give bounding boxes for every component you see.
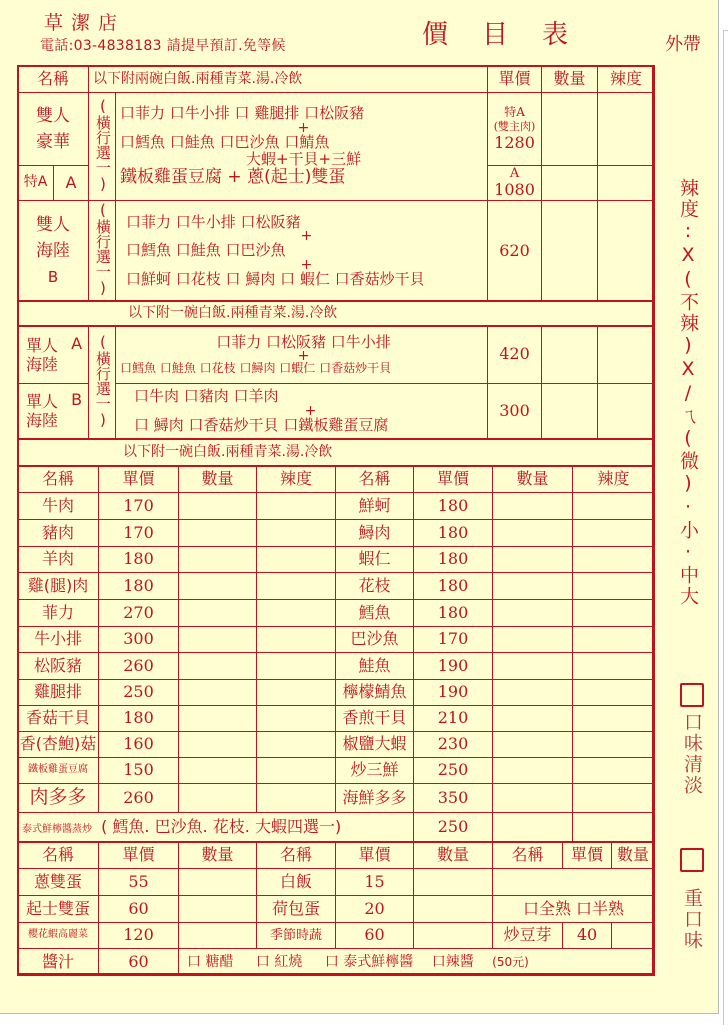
- dish-spice[interactable]: [257, 653, 336, 680]
- dish-spice[interactable]: [257, 758, 336, 784]
- dish-spice[interactable]: [573, 706, 655, 732]
- col-qty: 數量: [414, 842, 493, 869]
- header-price: 單價: [488, 66, 542, 93]
- dish-name: 松阪豬: [18, 653, 99, 680]
- side-name: 炒豆芽: [493, 923, 563, 949]
- dish-spice[interactable]: [573, 493, 655, 520]
- side-qty[interactable]: [179, 896, 257, 923]
- col-qty: 數量: [493, 466, 573, 493]
- header-spice: 辣度: [598, 66, 655, 93]
- col-name: 名稱: [336, 466, 414, 493]
- side-row: [18, 896, 655, 923]
- single-b-meat-options[interactable]: 口牛肉 口豬肉 口羊肉: [134, 387, 279, 406]
- header-name: 名稱: [18, 66, 89, 93]
- plus-sign: +: [300, 228, 313, 245]
- a-la-carte-table: [17, 465, 655, 842]
- mild-label: 口味清淡: [681, 712, 703, 796]
- col-price: 單價: [99, 466, 179, 493]
- side-qty[interactable]: [179, 869, 257, 896]
- header-qty: 數量: [542, 66, 598, 93]
- dish-qty[interactable]: [179, 573, 257, 600]
- deluxe-seafood: 大蝦+干貝+三鮮: [245, 149, 362, 168]
- sauce-note: (50元): [492, 954, 529, 969]
- a-la-carte-row: [18, 547, 655, 573]
- dish-qty[interactable]: [179, 706, 257, 732]
- dish-price: 150: [99, 758, 179, 784]
- dish-spice[interactable]: [257, 680, 336, 706]
- a-la-carte-row: [18, 784, 655, 813]
- dish-price: 180: [99, 706, 179, 732]
- dish-qty[interactable]: [493, 680, 573, 706]
- price-special-a: 特A (雙主肉) 1280: [488, 93, 542, 166]
- double-surf-turf-options: [116, 201, 488, 302]
- side-name: 白飯: [257, 869, 336, 896]
- qty-single-a[interactable]: [542, 326, 598, 383]
- qty-single-b[interactable]: [542, 383, 598, 439]
- dish-price: 180: [414, 600, 493, 627]
- dish-qty[interactable]: [493, 547, 573, 573]
- dish-name: 牛肉: [18, 493, 99, 520]
- price-double-b: 620: [488, 201, 542, 302]
- header-note: 以下附兩碗白飯.兩種青菜.湯.冷飲: [89, 66, 488, 93]
- side-price: 40: [563, 923, 612, 949]
- dish-name: 牛小排: [18, 627, 99, 653]
- dish-price: 230: [414, 732, 493, 758]
- sauce-name: 醬汁: [18, 949, 99, 976]
- side-price: 120: [99, 923, 179, 949]
- thai-qty[interactable]: [493, 813, 573, 842]
- side-price: 55: [99, 869, 179, 896]
- plus-sign: +: [297, 119, 310, 136]
- sauce-option-sweet-sour[interactable]: 口 糖醋: [187, 953, 234, 970]
- a-la-carte-row: [18, 680, 655, 706]
- dish-qty[interactable]: [179, 680, 257, 706]
- spice-special-a[interactable]: [598, 93, 655, 166]
- single-set-note: 以下附一碗白飯.兩種青菜.湯.冷飲: [18, 301, 655, 326]
- heavy-label: 重口味: [681, 888, 703, 951]
- dish-qty[interactable]: [493, 493, 573, 520]
- a-la-carte-row: [18, 706, 655, 732]
- heavy-checkbox[interactable]: [680, 848, 704, 872]
- page-title: 價目表: [422, 20, 603, 50]
- dish-spice[interactable]: [573, 732, 655, 758]
- col-name: 名稱: [18, 466, 99, 493]
- price-a: A 1080: [488, 166, 542, 201]
- spice-single-b[interactable]: [598, 383, 655, 439]
- dish-price: 180: [414, 520, 493, 547]
- spice-legend: 辣度:X(不辣)X/ㄟ(微)‧小‧中大: [677, 178, 699, 607]
- sauce-option-braised[interactable]: 口 紅燒: [255, 953, 303, 970]
- empty-cell: [493, 869, 655, 896]
- dish-qty[interactable]: [493, 706, 573, 732]
- dish-name: 巴沙魚: [336, 627, 414, 653]
- sides-table: [17, 841, 655, 976]
- window-edge: [723, 30, 728, 1025]
- a-la-carte-row: [18, 653, 655, 680]
- dish-qty[interactable]: [493, 627, 573, 653]
- dish-name: 鱘肉: [336, 520, 414, 547]
- dish-price: 260: [99, 784, 179, 813]
- side-qty[interactable]: [414, 923, 493, 949]
- double-deluxe-options: [116, 93, 488, 201]
- dish-price: 270: [99, 600, 179, 627]
- col-spice: 辣度: [573, 466, 655, 493]
- col-qty: 數量: [179, 842, 257, 869]
- dish-qty[interactable]: [179, 520, 257, 547]
- single-a-meat-options[interactable]: 口菲力 口松阪豬 口牛小排: [216, 332, 391, 351]
- dish-name: 羊肉: [18, 547, 99, 573]
- dish-qty[interactable]: [179, 600, 257, 627]
- dish-name: 檸檬鯖魚: [336, 680, 414, 706]
- sauce-option-thai-lemon[interactable]: 口 泰式鮮檸醬: [324, 953, 414, 970]
- dish-spice[interactable]: [573, 784, 655, 813]
- dish-name: 香(杏鮑)菇: [18, 732, 99, 758]
- double-surf-turf-name: 雙人海陸 B: [18, 201, 89, 302]
- plus-sign: +: [297, 347, 310, 364]
- dish-name: 雞腿排: [18, 680, 99, 706]
- sides-header: [18, 842, 655, 869]
- side-qty[interactable]: [612, 923, 655, 949]
- tier-special-a: 特A: [18, 166, 54, 201]
- price-single-a: 420: [488, 326, 542, 383]
- col-qty: 數量: [179, 466, 257, 493]
- single-a-seafood-options[interactable]: 口鱈魚 口鮭魚 口花枝 口鱘肉 口蝦仁 口香菇炒干貝: [120, 361, 392, 376]
- dish-spice[interactable]: [573, 547, 655, 573]
- dish-price: 180: [414, 493, 493, 520]
- single-b-name: 單人海陸 B: [18, 383, 89, 439]
- dish-spice[interactable]: [257, 573, 336, 600]
- dish-price: 170: [99, 520, 179, 547]
- dish-name: 豬肉: [18, 520, 99, 547]
- divider: [17, 841, 654, 843]
- spice-double-b[interactable]: [598, 201, 655, 302]
- dish-spice[interactable]: [257, 600, 336, 627]
- dish-price: 190: [414, 653, 493, 680]
- single-a-name: 單人海陸 A: [18, 326, 89, 383]
- divider: [17, 325, 654, 327]
- deluxe-sides: 鐵板雞蛋豆腐 + 蔥(起士)雙蛋: [120, 167, 346, 188]
- dish-qty[interactable]: [493, 732, 573, 758]
- side-qty[interactable]: [179, 923, 257, 949]
- side-price: 60: [336, 923, 414, 949]
- side-price: 15: [336, 869, 414, 896]
- col-price: 單價: [99, 842, 179, 869]
- dish-spice[interactable]: [573, 627, 655, 653]
- side-name: 櫻花蝦高麗菜: [18, 923, 99, 949]
- dish-name: 鐵板雞蛋豆腐: [18, 758, 99, 784]
- side-price: 60: [99, 896, 179, 923]
- dish-price: 190: [414, 680, 493, 706]
- col-name: 名稱: [493, 842, 563, 869]
- dish-name: 雞(腿)肉: [18, 573, 99, 600]
- dish-price: 210: [414, 706, 493, 732]
- dish-name: 鮮蚵: [336, 493, 414, 520]
- a-la-carte-row: [18, 732, 655, 758]
- mild-checkbox[interactable]: [680, 683, 704, 707]
- a-la-carte-row: [18, 520, 655, 547]
- sauce-price: 60: [99, 949, 179, 976]
- col-name: 名稱: [18, 842, 99, 869]
- spice-a[interactable]: [598, 166, 655, 201]
- egg-doneness-options[interactable]: 口全熟 口半熟: [493, 896, 655, 923]
- dish-qty[interactable]: [179, 493, 257, 520]
- dish-spice[interactable]: [257, 784, 336, 813]
- dish-price: 260: [99, 653, 179, 680]
- dish-price: 170: [99, 493, 179, 520]
- dish-name: 炒三鮮: [336, 758, 414, 784]
- thai-spice[interactable]: [573, 813, 655, 842]
- dish-qty[interactable]: [493, 520, 573, 547]
- dish-qty[interactable]: [179, 784, 257, 813]
- dish-qty[interactable]: [179, 758, 257, 784]
- thai-price: 250: [414, 813, 493, 842]
- dish-price: 250: [414, 758, 493, 784]
- dish-name: 花枝: [336, 573, 414, 600]
- spice-single-a[interactable]: [598, 326, 655, 383]
- dish-name: 肉多多: [18, 784, 99, 813]
- dish-price: 170: [414, 627, 493, 653]
- dish-spice[interactable]: [257, 706, 336, 732]
- dish-qty[interactable]: [493, 600, 573, 627]
- dish-spice[interactable]: [257, 520, 336, 547]
- dish-spice[interactable]: [257, 732, 336, 758]
- price-single-b: 300: [488, 383, 542, 439]
- col-price: 單價: [336, 842, 414, 869]
- dish-name: 菲力: [18, 600, 99, 627]
- side-name: 季節時蔬: [257, 923, 336, 949]
- a-la-carte-row: [18, 600, 655, 627]
- dish-qty[interactable]: [493, 573, 573, 600]
- side-name: 起士雙蛋: [18, 896, 99, 923]
- choose-one-note: (橫行選一): [89, 93, 116, 201]
- thai-row: [18, 813, 655, 842]
- dish-name: 鮭魚: [336, 653, 414, 680]
- single-b-options: [116, 383, 488, 439]
- choose-one-note: (橫行選一): [89, 326, 116, 439]
- dish-qty[interactable]: [179, 653, 257, 680]
- shop-name: 草潔店: [44, 12, 126, 34]
- dish-price: 180: [99, 547, 179, 573]
- dish-spice[interactable]: [573, 520, 655, 547]
- dish-qty[interactable]: [179, 732, 257, 758]
- dish-qty[interactable]: [179, 547, 257, 573]
- col-qty: 數量: [612, 842, 655, 869]
- col-name: 名稱: [257, 842, 336, 869]
- dish-price: 180: [414, 573, 493, 600]
- side-row: [18, 923, 655, 949]
- plus-sign: +: [304, 402, 317, 419]
- single-b-side-options[interactable]: 口 鱘肉 口香菇炒干貝 口鐵板雞蛋豆腐: [134, 415, 389, 434]
- dish-price: 160: [99, 732, 179, 758]
- dish-spice[interactable]: [573, 600, 655, 627]
- double-deluxe-name: 雙人豪華: [18, 93, 89, 166]
- a-la-carte-row: [18, 758, 655, 784]
- a-la-carte-row: [18, 627, 655, 653]
- qty-a[interactable]: [542, 166, 598, 201]
- col-spice: 辣度: [257, 466, 336, 493]
- choose-one-note: (橫行選一): [89, 201, 116, 302]
- dish-qty[interactable]: [493, 758, 573, 784]
- a-la-carte-header: [18, 466, 655, 493]
- dish-qty[interactable]: [493, 653, 573, 680]
- dish-spice[interactable]: [257, 627, 336, 653]
- plus-sign: +: [300, 256, 313, 273]
- dish-spice[interactable]: [573, 653, 655, 680]
- a-la-carte-note: 以下附一碗白飯.兩種青菜.湯.冷飲: [18, 439, 655, 466]
- side-qty[interactable]: [414, 896, 493, 923]
- sauce-option-chili[interactable]: 口辣醬: [431, 953, 474, 970]
- sauce-row: [18, 949, 655, 976]
- dish-name: 海鮮多多: [336, 784, 414, 813]
- dish-spice[interactable]: [573, 758, 655, 784]
- dish-name: 香菇干貝: [18, 706, 99, 732]
- dish-qty[interactable]: [179, 627, 257, 653]
- sauce-options: [179, 949, 655, 976]
- side-row: [18, 869, 655, 896]
- tier-a: A: [54, 166, 89, 201]
- col-price: 單價: [414, 466, 493, 493]
- col-price: 單價: [563, 842, 612, 869]
- dish-price: 250: [99, 680, 179, 706]
- dish-price: 300: [99, 627, 179, 653]
- qty-double-b[interactable]: [542, 201, 598, 302]
- thai-dish: 泰式鮮檸醬蒸炒 ( 鱈魚. 巴沙魚. 花枝. 大蝦四選一): [18, 813, 414, 842]
- set-meal-table: [17, 65, 655, 467]
- side-name: 蔥雙蛋: [18, 869, 99, 896]
- dish-name: 香煎干貝: [336, 706, 414, 732]
- dish-spice[interactable]: [573, 573, 655, 600]
- divider: [17, 438, 654, 440]
- surf-turf-meat-options[interactable]: 口菲力 口牛小排 口松阪豬: [126, 212, 301, 231]
- dish-name: 鱈魚: [336, 600, 414, 627]
- side-price: 20: [336, 896, 414, 923]
- dish-spice[interactable]: [257, 493, 336, 520]
- side-qty[interactable]: [414, 869, 493, 896]
- takeout-label: 外帶: [665, 34, 701, 55]
- surf-turf-seafood-options[interactable]: 口鮮蚵 口花枝 口 鱘肉 口 蝦仁 口香菇炒干貝: [126, 269, 425, 288]
- dish-qty[interactable]: [493, 784, 573, 813]
- dish-spice[interactable]: [573, 680, 655, 706]
- dish-price: 180: [99, 573, 179, 600]
- a-la-carte-row: [18, 573, 655, 600]
- dish-price: 350: [414, 784, 493, 813]
- dish-price: 180: [414, 547, 493, 573]
- surf-turf-fish-options[interactable]: 口鱈魚 口鮭魚 口巴沙魚: [126, 241, 286, 260]
- divider: [17, 465, 654, 467]
- single-a-options: [116, 326, 488, 383]
- qty-special-a[interactable]: [542, 93, 598, 166]
- shop-phone: 電話:03-4838183 請提早預訂.免等候: [40, 38, 286, 54]
- dish-spice[interactable]: [257, 547, 336, 573]
- dish-name: 蝦仁: [336, 547, 414, 573]
- divider: [17, 300, 654, 302]
- side-name: 荷包蛋: [257, 896, 336, 923]
- deluxe-fish-options[interactable]: 口鱈魚 口鮭魚 口巴沙魚 口鯖魚: [120, 132, 330, 151]
- dish-name: 椒鹽大蝦: [336, 732, 414, 758]
- a-la-carte-row: [18, 493, 655, 520]
- deluxe-main-options[interactable]: 口菲力 口牛小排 口 雞腿排 口松阪豬: [120, 104, 365, 123]
